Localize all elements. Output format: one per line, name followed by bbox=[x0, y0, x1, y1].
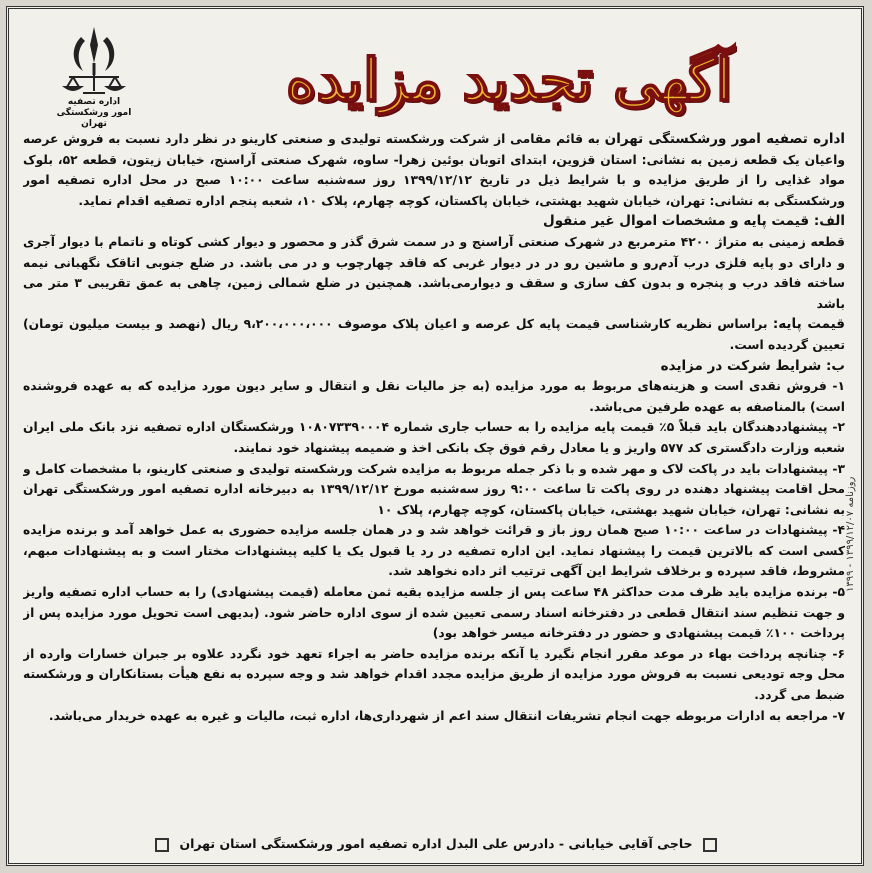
condition-item: ۱- فروش نقدی است و هزینه‌های مربوط به مورد مزایده (به جز مالیات نقل و انتقال و سایر دیون مورد مزایده که به عهده فروشنده است) بالمناصفه به عهده طرفین می‌باشد. bbox=[23, 379, 845, 414]
square-ornament-icon bbox=[155, 838, 169, 852]
signature-footer bbox=[25, 831, 847, 857]
condition-item: ۳- پیشنهادات باید در پاکت لاک و مهر شده و با ذکر جمله مربوط به مزایده شرکت ورشکسته تولیدی و صنعتی کارینو، با مشخصات کامل و محل اقامت پیشنهاد دهنده در روی پاکت تا ساعت ۹:۰۰ روز سه‌شنبه مورخ ۱۳۹۹/۱۲/۱۲ به دبیرخانه اداره تصفیه امور ورشکستگی تهران به نشانی: تهران، خیابان شهید بهشتی، خیابان پاکستان، کوچه چهارم، پلاک ۱۰ bbox=[23, 461, 845, 517]
intro-text: به قائم مقامی از شرکت ورشکسته تولیدی و صنعتی کارینو در نظر دارد نسبت به فروش عرصه واعیان یک قطعه زمین به نشانی: استان قزوین، ابتدای اتوبان بوئین زهرا- ساوه، شهرک صنعتی آراسنج، خیابان زیتون، قطعه ۵۲، بلوک مواد غذایی را از طریق مزایده و با شرایط ذیل در تاریخ ۱۳۹۹/۱۲/۱۲ روز سه‌شنبه ساعت ۱۰:۰۰ صبح در محل اداره تصفیه امور ورشکستگی به نشانی: تهران، خیابان شهید بهشتی، خیابان پاکستان، کوچه چهارم، پلاک ۱۰، شعبه پنجم اداره تصفیه اقدام نماید. bbox=[23, 132, 845, 208]
condition-item: ۶- چنانچه پرداخت بهاء در موعد مقرر انجام نگیرد یا آنکه برنده مزایده حاضر به اجراء تعهد خود نگردد علاوه بر جبران خسارات وارده از محل وجه تودیعی نسبت به فروش مورد مزایده از طریق مزایده مجدد اقدام خواهد شد و وجه سپرده به نفع هیأت بستانکاران و ورشکسته ضبط می گردد. bbox=[23, 646, 845, 703]
page-title: آگهی تجدید مزایده bbox=[286, 46, 732, 114]
header bbox=[19, 17, 849, 129]
organization-emblem bbox=[49, 23, 139, 128]
emblem-caption-line1: اداره تصفیه bbox=[67, 97, 121, 107]
condition-item: ۵- برنده مزایده باید ظرف مدت حداکثر ۴۸ ساعت پس از جلسه مزایده بقیه ثمن معامله (قیمت پیشنهادی) را به حساب اداره تصفیه واریز و جهت تنظیم سند انتقال قطعی در دفترخانه اسناد رسمی تعیین شده از سوی اداره حاضر شود. (بدیهی است تحویل مورد مزایده پس از پرداخت ۱۰۰٪ قیمت پیشنهادی و حضور در دفترخانه میسر خواهد بود) bbox=[23, 585, 845, 641]
condition-item: ۴- پیشنهادات در ساعت ۱۰:۰۰ صبح همان روز باز و قرائت خواهد شد و در همان جلسه مزایده حضوری به عمل خواهد آمد و برنده مزایده کسی است که بالاترین قیمت را پیشنهاد نماید. این اداره تصفیه در رد یا قبول یک یا کلیه پیشنهادات مختار است و به پیشنهادات مبهم، مشروط، فاقد سپرده و برخلاف شرایط این آگهی ترتیب اثر داده نخواهد شد. bbox=[23, 523, 845, 579]
iran-emblem-icon bbox=[59, 23, 129, 97]
advertisement-page bbox=[6, 6, 864, 866]
advertisement-body bbox=[23, 129, 845, 829]
emblem-caption-line2: امور ورشکستگی تهران bbox=[56, 108, 132, 129]
section-b-heading: ب: شرایط شرکت در مزایده bbox=[660, 357, 845, 374]
intro-paragraph bbox=[23, 129, 845, 211]
side-strip: روزنامه ۱۳۹۹/۱۲/۰۷ - ۱۳۹۹ bbox=[845, 476, 856, 592]
section-a-heading: الف: قیمت پایه و مشخصات اموال غیر منقول bbox=[543, 213, 845, 230]
condition-item: ۲- پیشنهاددهندگان باید قبلاً ۵٪ قیمت پایه مزایده را به حساب جاری شماره ۱۰۸۰۷۳۳۹۰۰۰۴ ورشکستگان اداره تصفیه نزد بانک ملی ایران شعبه وزارت دادگستری کد ۵۷۷ واریز و یا معادل رقم فوق چک بانکی اخذ و ضمیمه پیشنهاد خود نمایند. bbox=[23, 420, 845, 455]
intro-organization: اداره تصفیه امور ورشکستگی تهران bbox=[604, 131, 845, 147]
base-price-label: قیمت پایه: bbox=[772, 316, 845, 333]
base-price-paragraph bbox=[23, 314, 845, 355]
signature-text: حاجی آقایی خیابانی - دادرس علی البدل اداره تصفیه امور ورشکستگی استان تهران bbox=[179, 836, 693, 851]
base-price-text: براساس نظریه کارشناسی قیمت پایه کل عرصه و اعیان پلاک موصوف ۹،۲۰۰،۰۰۰،۰۰۰ ریال (نهصد و بیست میلیون تومان) تعیین گردیده است. bbox=[23, 317, 845, 352]
property-description: قطعه زمینی به متراژ ۴۲۰۰ مترمربع در شهرک صنعتی آراسنج و در سمت شرق گذر و محصور و دیوار کشی کوتاه و ناتمام با دیوار آجری و دارای دو پایه فلزی درب آدم‌رو و ماشین رو در در دیوار غربی که فاقد چهارچوب و در می باشد. در ضلع جنوبی اتاقک نگهبانی نیمه ساخته فاقد درب و پنجره و بدون کف سازی و سقف و دیوارمی‌باشد. همچنین در ضلع شمالی زمین، چاهی به عمق تقریبی ۳ متر می باشد bbox=[23, 234, 845, 311]
condition-item: ۷- مراجعه به ادارات مربوطه جهت انجام تشریفات انتقال سند اعم از شهرداری‌ها، اداره ثبت، مالیات و غیره به عهده خریدار می‌باشد. bbox=[48, 708, 845, 723]
square-ornament-icon bbox=[703, 838, 717, 852]
